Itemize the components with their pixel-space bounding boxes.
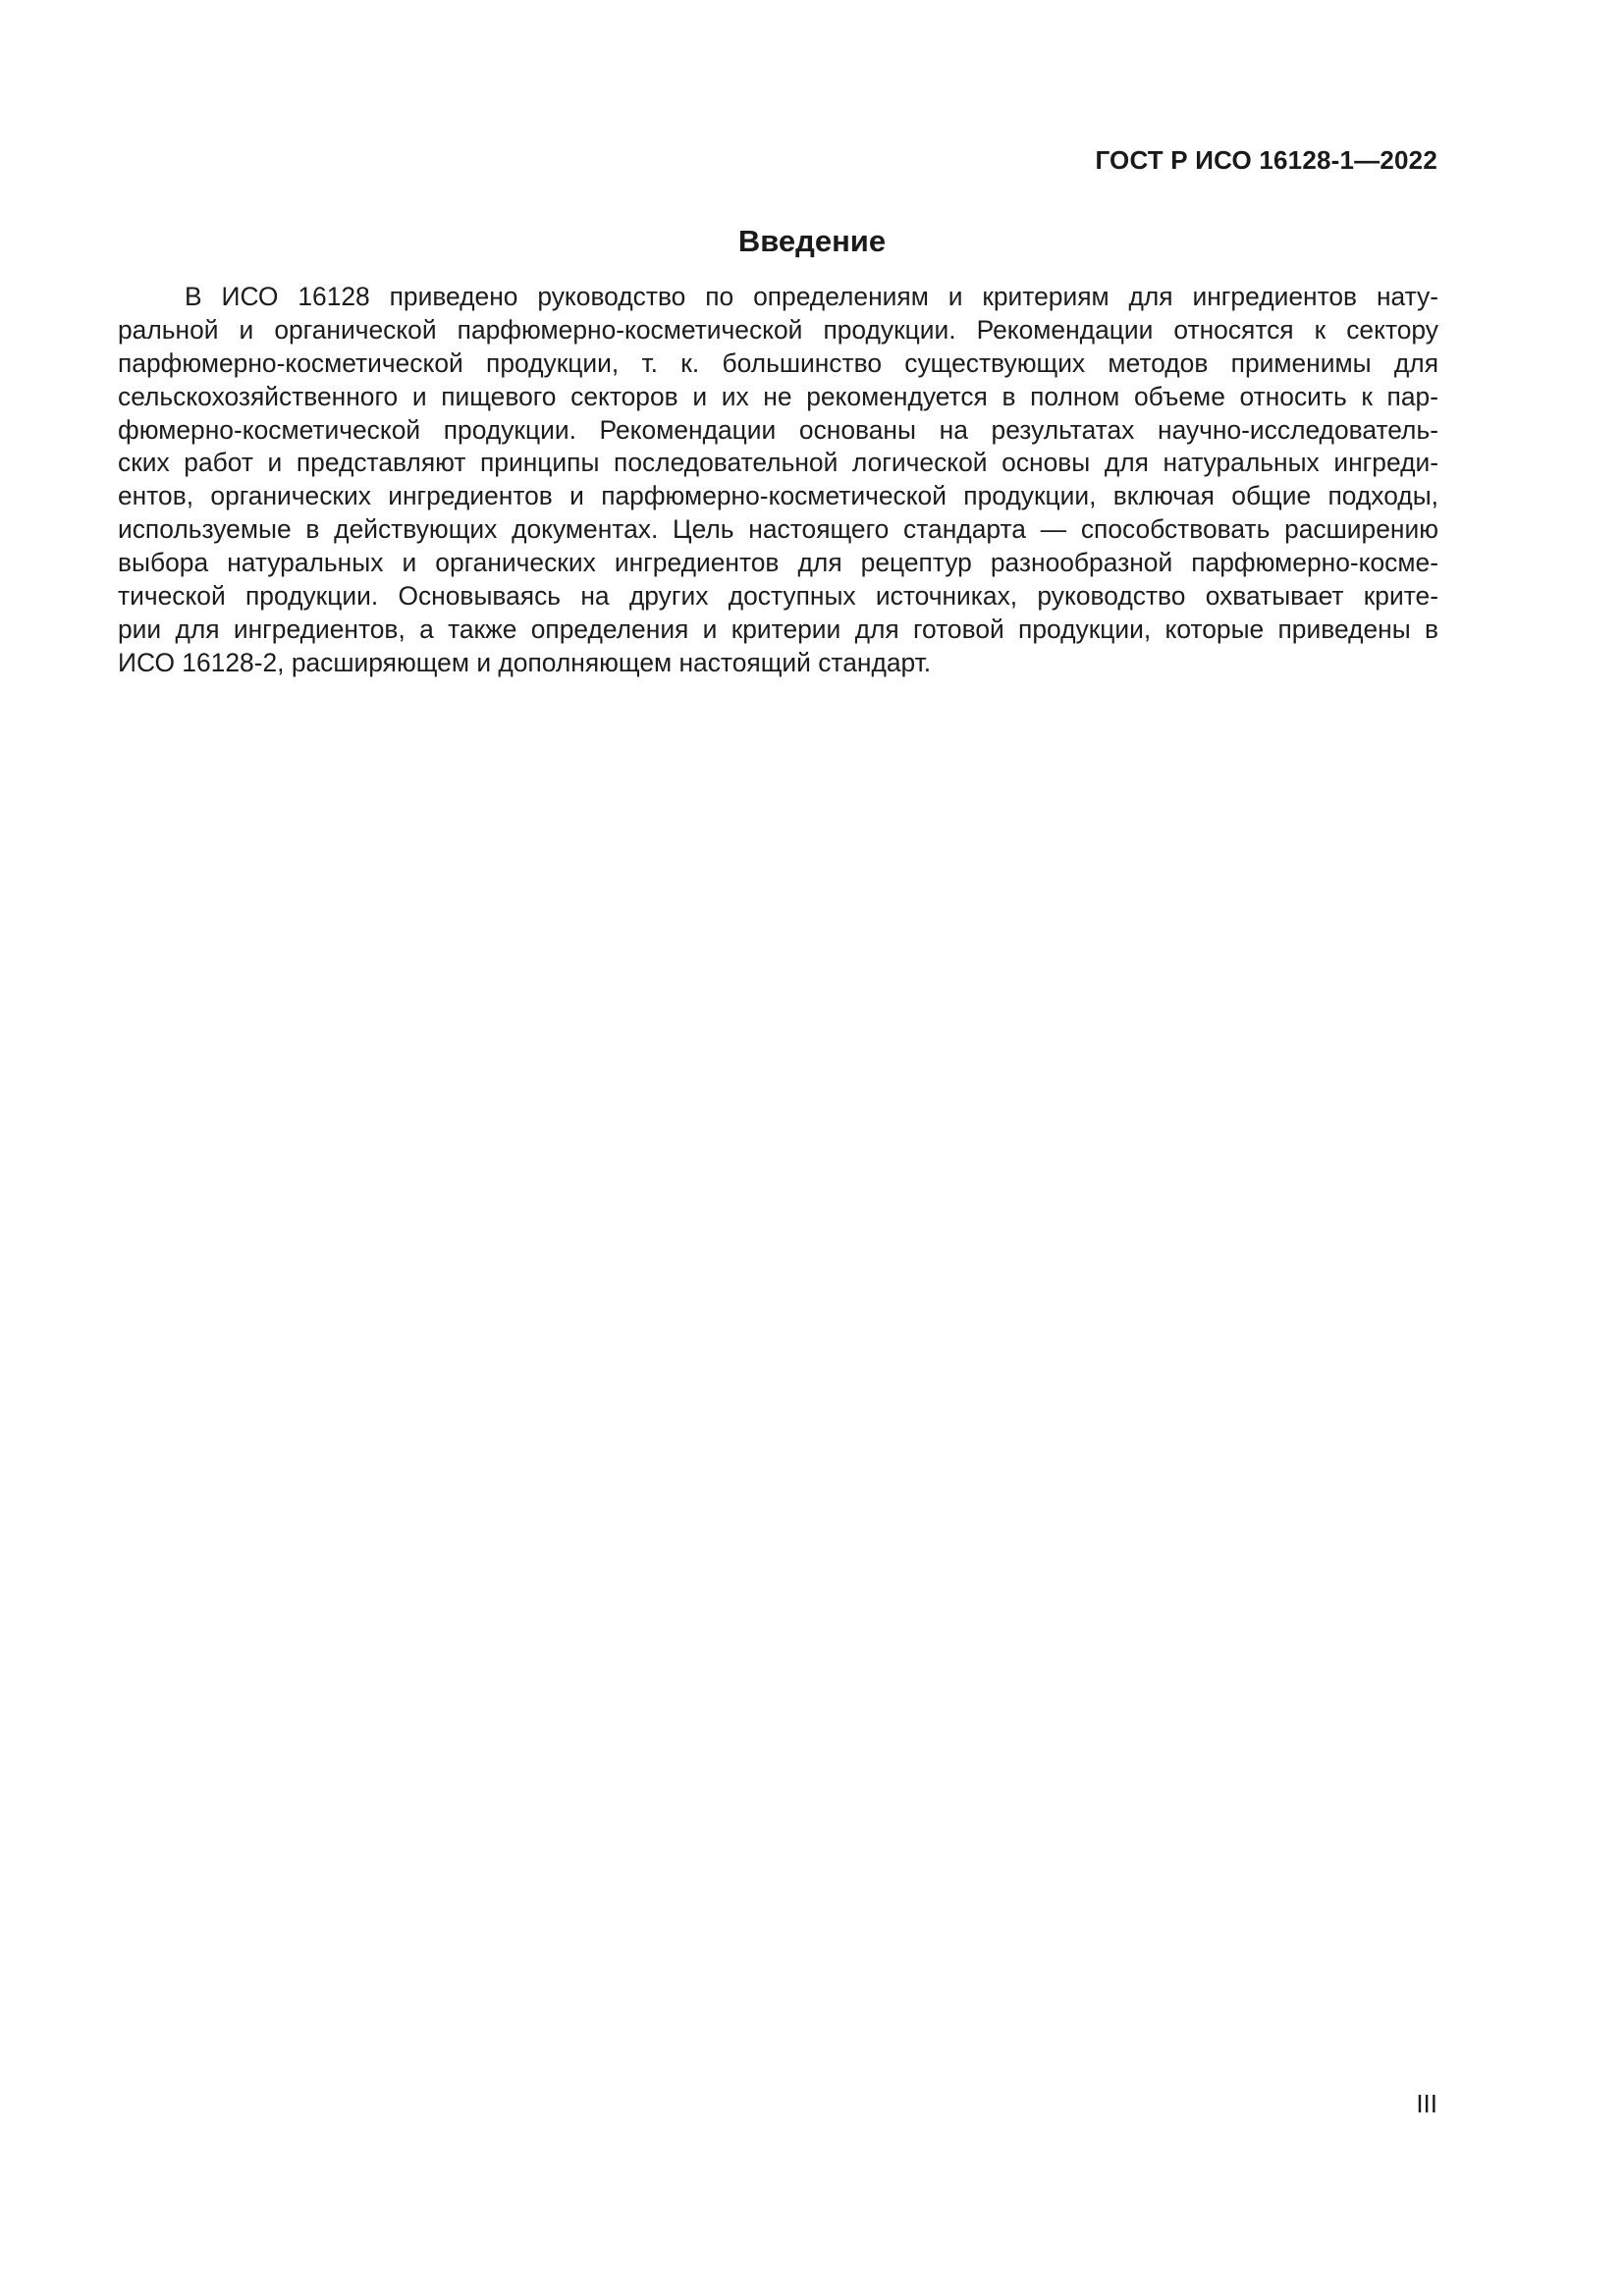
paragraph-line: ских работ и представляют принципы последовательной логической основы для натуральных ингреди- [118,448,1438,478]
paragraph-line: выбора натуральных и органических ингредиентов для рецептур разнообразной парфюмерно-косме- [118,548,1438,578]
paragraph-line: В ИСО 16128 приведено руководство по определениям и критериям для ингредиентов нату- [185,282,1438,311]
paragraph-line: парфюмерно-косметической продукции, т. к. большинство существующих методов применимы для [118,347,1438,378]
paragraph-line: тической продукции. Основываясь на других доступных источниках, руководство охватывает крите- [118,581,1438,612]
introduction-paragraph [118,281,1438,680]
page-number: III [1416,2089,1437,2118]
paragraph-line: фюмерно-косметической продукции. Рекомендации основаны на результатах научно-исследователь- [118,414,1438,445]
paragraph-line: ИСО 16128-2, расширяющем и дополняющем настоящий стандарт. [118,647,932,677]
paragraph-line: используемые в действующих документах. Цель настоящего стандарта — способствовать расширению [118,514,1438,545]
paragraph-line: ентов, органических ингредиентов и парфюмерно-косметической продукции, включая общие подходы, [118,481,1438,511]
paragraph-line: сельскохозяйственного и пищевого секторов и их не рекомендуется в полном объеме относить к пар- [118,381,1438,411]
section-title: Введение [737,224,887,258]
paragraph-line: ральной и органической парфюмерно-косметической продукции. Рекомендации относятся к сектору [118,314,1438,345]
document-identifier: ГОСТ Р ИСО 16128-1—2022 [1095,145,1437,175]
paragraph-line: рии для ингредиентов, а также определения и критерии для готовой продукции, которые приведены в [118,614,1438,644]
